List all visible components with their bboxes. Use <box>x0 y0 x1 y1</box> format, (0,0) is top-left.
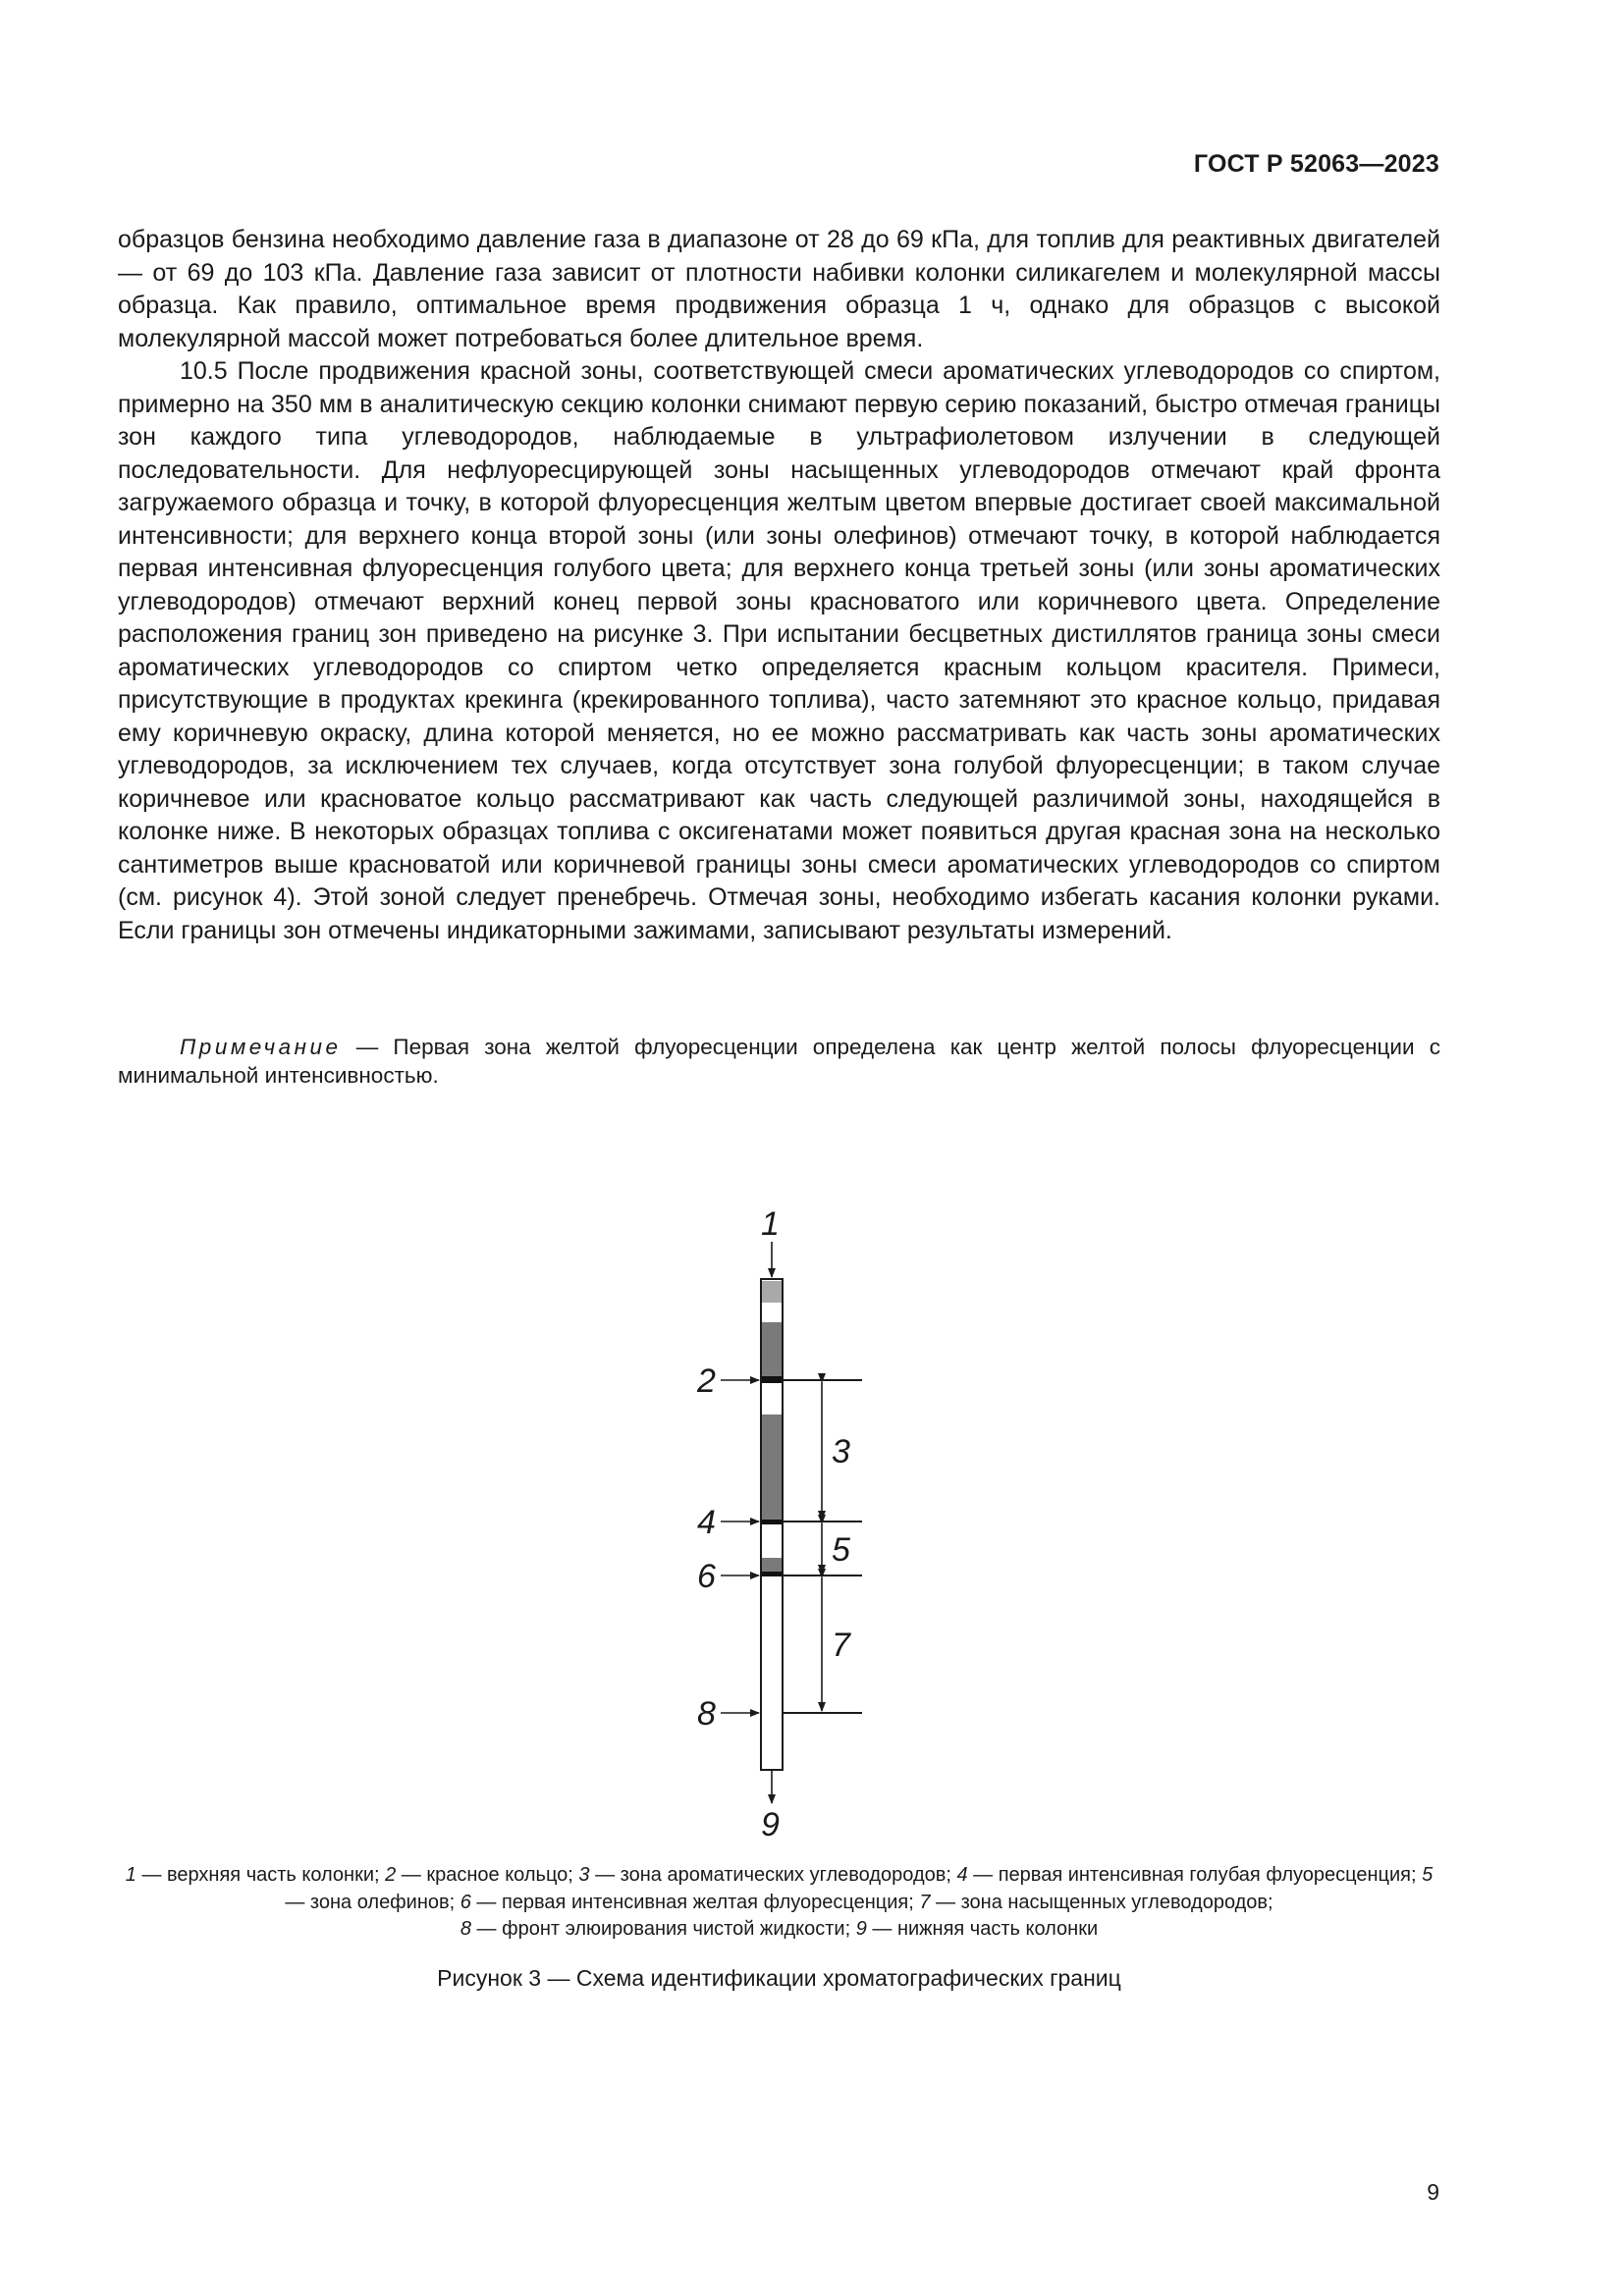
band-aromatic-lower <box>761 1415 783 1522</box>
legend-item: 7 — зона насыщенных углеводородов; <box>919 1891 1273 1913</box>
note <box>118 1033 1440 1090</box>
band-olefin <box>761 1558 783 1573</box>
paragraph-10-5: 10.5 После продвижения красной зоны, соответствующей смеси ароматических углеводородов со спиртом, примерно на 350 мм в аналитическую секцию колонки снимают первую серию показаний, быстро отмечая границы зон каждого типа углеводородов, наблюдаемые в ультрафиолетовом излучении в следующей последовательности. Для нефлуоресцирующей зоны насыщенных углеводородов отмечают край фронта загружаемого образца и точку, в которой флуоресценция желтым цветом впервые достигает своей максимальной интенсивности; для верхнего конца второй зоны (или зоны олефинов) отмечают точку, в которой наблюдается первая интенсивная флуоресценция голубого цвета; для верхнего конца третьей зоны (или зоны ароматических углеводородов) отмечают верхний конец первой зоны красноватого или коричневого цвета. Определение расположения границ зон приведено на рисунке 3. При испытании бесцветных дистиллятов граница зоны смеси ароматических углеводородов со спиртом четко определяется красным кольцом красителя. Примеси, присутствующие в продуктах крекинга (крекированного топлива), часто затемняют это красное кольцо, придавая ему коричневую окраску, длина которой меняется, но ее можно рассматривать как часть зоны ароматических углеводородов, за исключением тех случаев, когда отсутствует зона голубой флуоресценции; в таком случае коричневое или красноватое кольцо рассматривают как часть следующей различимой зоны, находящейся в колонке ниже. В некоторых образцах топлива с оксигенатами может появиться другая красная зона на несколько сантиметров выше красноватой или коричневой границы зоны смеси ароматических углеводородов со спиртом (см. рисунок 4). Этой зоной следует пренебречь. Отмечая зоны, необходимо избегать касания колонки руками. Если границы зон отмечены индикаторными зажимами, записывают результаты измерений. <box>118 357 1440 944</box>
legend-item: 6 — первая интенсивная желтая флуоресценция; <box>460 1891 920 1913</box>
document-header: ГОСТ Р 52063—2023 <box>1193 150 1439 178</box>
legend-item: 3 — зона ароматических углеводородов; <box>578 1864 957 1886</box>
legend-item: 5 — зона олефинов; <box>285 1864 1434 1913</box>
note-lead: Примечание <box>180 1035 342 1059</box>
legend-item: 2 — красное кольцо; <box>385 1864 579 1886</box>
legend-item: 8 — фронт элюирования чистой жидкости; <box>460 1918 856 1940</box>
band-aromatic-upper <box>761 1322 783 1378</box>
column-diagram <box>677 1193 903 1841</box>
legend-item: 4 — первая интенсивная голубая флуоресценция; <box>956 1864 1423 1886</box>
label-3: 3 <box>832 1433 850 1470</box>
label-4: 4 <box>697 1504 716 1541</box>
note-text: — Первая зона желтой флуоресценции определена как центр желтой полосы флуоресценции с минимальной интенсивностью. <box>118 1035 1440 1088</box>
band-yellow-ring <box>761 1572 783 1576</box>
legend-item: 9 — нижняя часть колонки <box>855 1918 1099 1940</box>
label-9: 9 <box>761 1806 780 1841</box>
band-top-light <box>761 1281 783 1303</box>
label-5: 5 <box>832 1531 850 1569</box>
paragraph-1: образцов бензина необходимо давление газа в диапазоне от 28 до 69 кПа, для топлив для реактивных двигателей — от 69 до 103 кПа. Давление газа зависит от плотности набивки колонки силикагелем и молекулярной массы образца. Как правило, оптимальное время продвижения образца 1 ч, однако для образцов с высокой молекулярной массой может потребоваться более длительное время. <box>118 226 1440 352</box>
label-1: 1 <box>761 1205 780 1243</box>
label-8: 8 <box>697 1695 716 1733</box>
label-6: 6 <box>697 1558 716 1595</box>
red-ring-band <box>761 1376 783 1383</box>
body-text <box>118 224 1440 947</box>
label-2: 2 <box>697 1362 716 1400</box>
figure-caption: Рисунок 3 — Схема идентификации хроматографических границ <box>437 1965 1121 1991</box>
band-blue-ring <box>761 1520 783 1524</box>
figure-chromatography-column <box>677 1193 903 1845</box>
figure-legend <box>118 1862 1440 1944</box>
legend-item: 1 — верхняя часть колонки; <box>125 1864 386 1886</box>
label-7: 7 <box>832 1627 850 1664</box>
page-number: 9 <box>1427 2179 1439 2205</box>
